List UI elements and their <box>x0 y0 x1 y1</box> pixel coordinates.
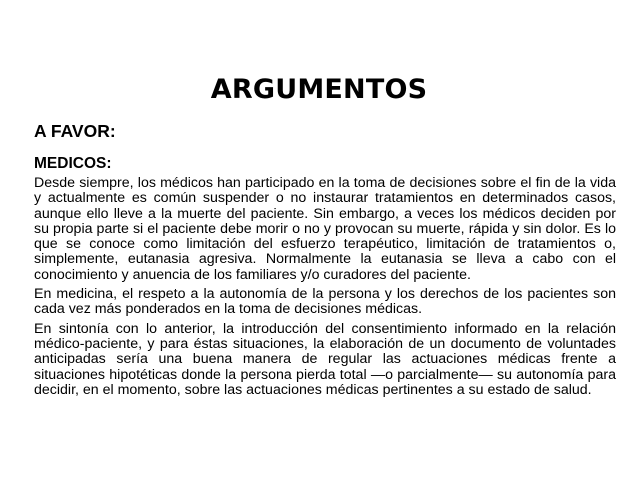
slide-content <box>34 120 616 398</box>
section-heading: A FAVOR: <box>34 121 116 141</box>
paragraph-3: En sintonía con lo anterior, la introducción del consentimiento informado en la relación médico-paciente, y para éstas situaciones, la elaboración de un documento de voluntades anticipadas sería una buena manera de regular las actuaciones médicas frente a situaciones hipotéticas donde la persona pierda total —o parcialmente— su autonomía para decidir, en el momento, sobre las actuaciones médicas pertinentes a su estado de salud. <box>34 320 616 398</box>
slide-title: ARGUMENTOS <box>210 74 428 105</box>
paragraph-2: En medicina, el respeto a la autonomía de la persona y los derechos de los pacientes son cada vez más ponderados en la toma de decisiones médicas. <box>34 286 616 318</box>
sub-heading: MEDICOS: <box>34 155 112 172</box>
paragraph-1: Desde siempre, los médicos han participado en la toma de decisiones sobre el fin de la vida y actualmente es común suspender o no instaurar tratamientos en determinados casos, aunque ello lleve a la muerte del paciente. Sin embargo, a veces los médicos deciden por su propia parte si el paciente debe morir o no y provocan su muerte, rápida y sin dolor. Es lo que se conoce como limitación del esfuerzo terapéutico, limitación de tratamientos o, simplemente, eutanasia agresiva. Normalmente la eutanasia se lleva a cabo con el conocimiento y anuencia de los familiares y/o curadores del paciente. <box>34 175 616 283</box>
